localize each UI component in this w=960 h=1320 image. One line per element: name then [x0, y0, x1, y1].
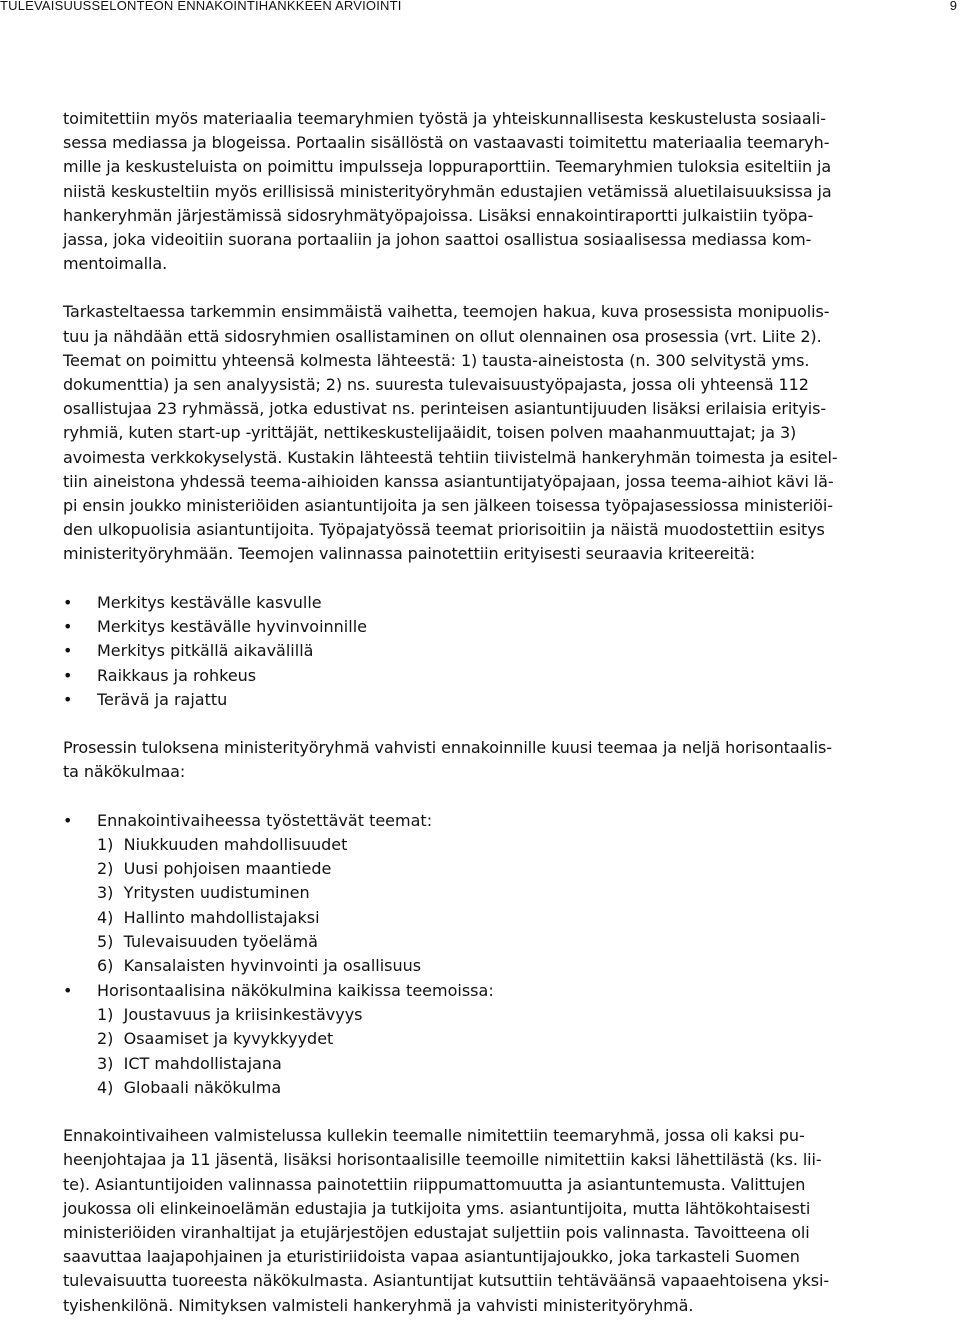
text-line: jassa, joka videoitiin suorana portaaliin ja johon saattoi osallistua sosiaalisessa mediassa kom-	[63, 230, 812, 250]
list-item	[63, 1027, 953, 1051]
list-item	[63, 639, 953, 663]
list-item-label: Merkitys pitkällä aikavälillä	[97, 641, 314, 661]
bullet-icon: •	[63, 665, 73, 685]
text-line: mille ja keskusteluista on poimittu impulsseja loppuraporttiin. Teemaryhmien tuloksia esiteltiin ja	[63, 157, 832, 177]
list-item	[63, 809, 953, 833]
list-item-label: 4) Hallinto mahdollistajaksi	[97, 907, 320, 927]
text-line: avoimesta verkkokyselystä. Kustakin lähteestä tehtiin tiivistelmä hankeryhmän toimesta ja esitel-	[63, 447, 838, 467]
list-item-label: 3) Yritysten uudistuminen	[97, 883, 310, 903]
bullet-icon: •	[63, 810, 73, 830]
list-item	[63, 954, 953, 978]
spacer	[63, 712, 953, 736]
list-item	[63, 1052, 953, 1076]
text-line: tiin aineistona yhdessä teema-aihioiden kanssa asiantuntijatyöpajaan, jossa teema-aihiot kävi lä-	[63, 471, 834, 491]
bullet-icon: •	[63, 980, 73, 1000]
list-item-label: 2) Uusi pohjoisen maantiede	[97, 859, 332, 879]
list-item	[63, 979, 953, 1003]
list-item-label: 2) Osaamiset ja kyvykkyydet	[97, 1029, 334, 1049]
text-line: Ennakointivaiheen valmistelussa kullekin teemalle nimitettiin teemaryhmä, jossa oli kaksi pu-	[63, 1126, 805, 1146]
text-line: mentoimalla.	[63, 254, 168, 274]
themes-heading: Ennakointivaiheessa työstettävät teemat:	[97, 810, 433, 830]
text-line: heenjohtajaa ja 11 jäsentä, lisäksi horisontaalisille teemoille nimitettiin kaksi lähettilästä (ks. lii-	[63, 1150, 822, 1170]
list-item	[63, 906, 953, 930]
text-line: ryhmiä, kuten start-up -yrittäjät, nettikeskustelijaäidit, toisen polven maahanmuuttajat; ja 3)	[63, 423, 797, 443]
spacer	[63, 785, 953, 809]
text-line: saavuttaa laajapohjainen ja eturistiriidoista vapaa asiantuntijajoukko, joka tarkasteli Suomen	[63, 1247, 800, 1267]
text-line: tyishenkilönä. Nimityksen valmisteli hankeryhmä ja vahvisti ministerityöryhmä.	[63, 1295, 694, 1315]
text-line: sessa mediassa ja blogeissa. Portaalin sisällöstä on vastaavasti toimitettu materiaalia teemaryh-	[63, 133, 830, 153]
text-line: tulevaisuutta tuoreesta näkökulmasta. Asiantuntijat kutsuttiin tehtäväänsä vapaaehtoisena yksi-	[63, 1271, 830, 1291]
text-line: toimitettiin myös materiaalia teemaryhmien työstä ja yhteiskunnallisesta keskustelusta sosiaali-	[63, 109, 826, 128]
paragraph-4	[63, 1124, 953, 1318]
text-line: niistä keskusteltiin myös erillisissä ministerityöryhmän edustajien vetämissä aluetilaisuuksissa ja	[63, 181, 832, 201]
text-line: ministeriöiden viranhaltijat ja etujärjestöjen edustajat suljettiin pois valinnasta. Tavoitteena oli	[63, 1222, 810, 1242]
list-item-label: Raikkaus ja rohkeus	[97, 665, 257, 685]
list-item-label: 3) ICT mahdollistajana	[97, 1053, 282, 1073]
list-item	[63, 930, 953, 954]
page-number: 9	[949, 0, 957, 13]
paragraph-2	[63, 300, 953, 566]
spacer	[63, 1100, 953, 1124]
text-line: pi ensin joukko ministeriöiden asiantuntijoita ja sen jälkeen toisessa työpajasessiossa ministeriöi-	[63, 496, 833, 516]
text-line: osallistujaa 23 ryhmässä, jotka edustivat ns. perinteisen asiantuntijuuden lisäksi erilaisia erityis-	[63, 399, 827, 419]
themes-list	[63, 809, 953, 1101]
page-header	[0, 0, 960, 13]
bullet-icon: •	[63, 641, 73, 661]
list-item	[63, 1076, 953, 1100]
document-body	[63, 107, 953, 1318]
text-line: hankeryhmän järjestämissä sidosryhmätyöpajoissa. Lisäksi ennakointiraportti julkaistiin työpa-	[63, 205, 814, 225]
list-item	[63, 664, 953, 688]
list-item	[63, 615, 953, 639]
text-line: Tarkasteltaessa tarkemmin ensimmäistä vaihetta, teemojen hakua, kuva prosessista monipuolis-	[63, 302, 830, 322]
list-item	[63, 591, 953, 615]
list-item	[63, 833, 953, 857]
text-line: den ulkopuolisia asiantuntijoita. Työpajatyössä teemat priorisoitiin ja näistä muodostettiin esitys	[63, 520, 825, 540]
bullet-icon: •	[63, 616, 73, 636]
text-line: tuu ja nähdään että sidosryhmien osallistaminen on ollut olennainen osa prosessia (vrt. Liite 2).	[63, 326, 822, 346]
text-line: ta näkökulmaa:	[63, 762, 186, 782]
header-title: TULEVAISUUSSELONTEON ENNAKOINTIHANKKEEN ARVIOINTI	[0, 0, 402, 13]
text-line: ministerityöryhmään. Teemojen valinnassa painotettiin erityisesti seuraavia kriteereitä:	[63, 544, 756, 564]
paragraph-1	[63, 107, 953, 276]
list-item-label: 1) Joustavuus ja kriisinkestävyys	[97, 1004, 363, 1024]
horizontal-heading: Horisontaalisina näkökulmina kaikissa teemoissa:	[97, 980, 494, 1000]
bullet-icon: •	[63, 592, 73, 612]
bullet-icon: •	[63, 689, 73, 709]
list-item-label: 1) Niukkuuden mahdollisuudet	[97, 834, 348, 854]
list-item-label: Terävä ja rajattu	[97, 689, 228, 709]
text-line: Prosessin tuloksena ministerityöryhmä vahvisti ennakoinnille kuusi teemaa ja neljä horisontaalis-	[63, 738, 832, 758]
list-item-label: 4) Globaali näkökulma	[97, 1077, 282, 1097]
spacer	[63, 567, 953, 591]
list-item-label: 5) Tulevaisuuden työelämä	[97, 932, 318, 952]
list-item	[63, 688, 953, 712]
list-item	[63, 857, 953, 881]
text-line: dokumenttia) ja sen analyysistä; 2) ns. suuresta tulevaisuustyöpajasta, jossa oli yhteensä 112	[63, 375, 809, 395]
text-line: te). Asiantuntijoiden valinnassa painotettiin riippumattomuutta ja asiantuntemusta. Valittujen	[63, 1174, 806, 1194]
list-item-label: Merkitys kestävälle hyvinvoinnille	[97, 616, 367, 636]
list-item	[63, 1003, 953, 1027]
criteria-list	[63, 591, 953, 712]
list-item-label: 6) Kansalaisten hyvinvointi ja osallisuus	[97, 956, 422, 976]
spacer	[63, 276, 953, 300]
text-line: Teemat on poimittu yhteensä kolmesta lähteestä: 1) tausta-aineistosta (n. 300 selvitystä yms.	[63, 350, 810, 370]
list-item	[63, 881, 953, 905]
paragraph-3	[63, 736, 953, 784]
list-item-label: Merkitys kestävälle kasvulle	[97, 592, 322, 612]
text-line: joukossa oli elinkeinoelämän edustajia ja tutkijoita yms. asiantuntijoita, mutta lähtökohtaisesti	[63, 1198, 811, 1218]
